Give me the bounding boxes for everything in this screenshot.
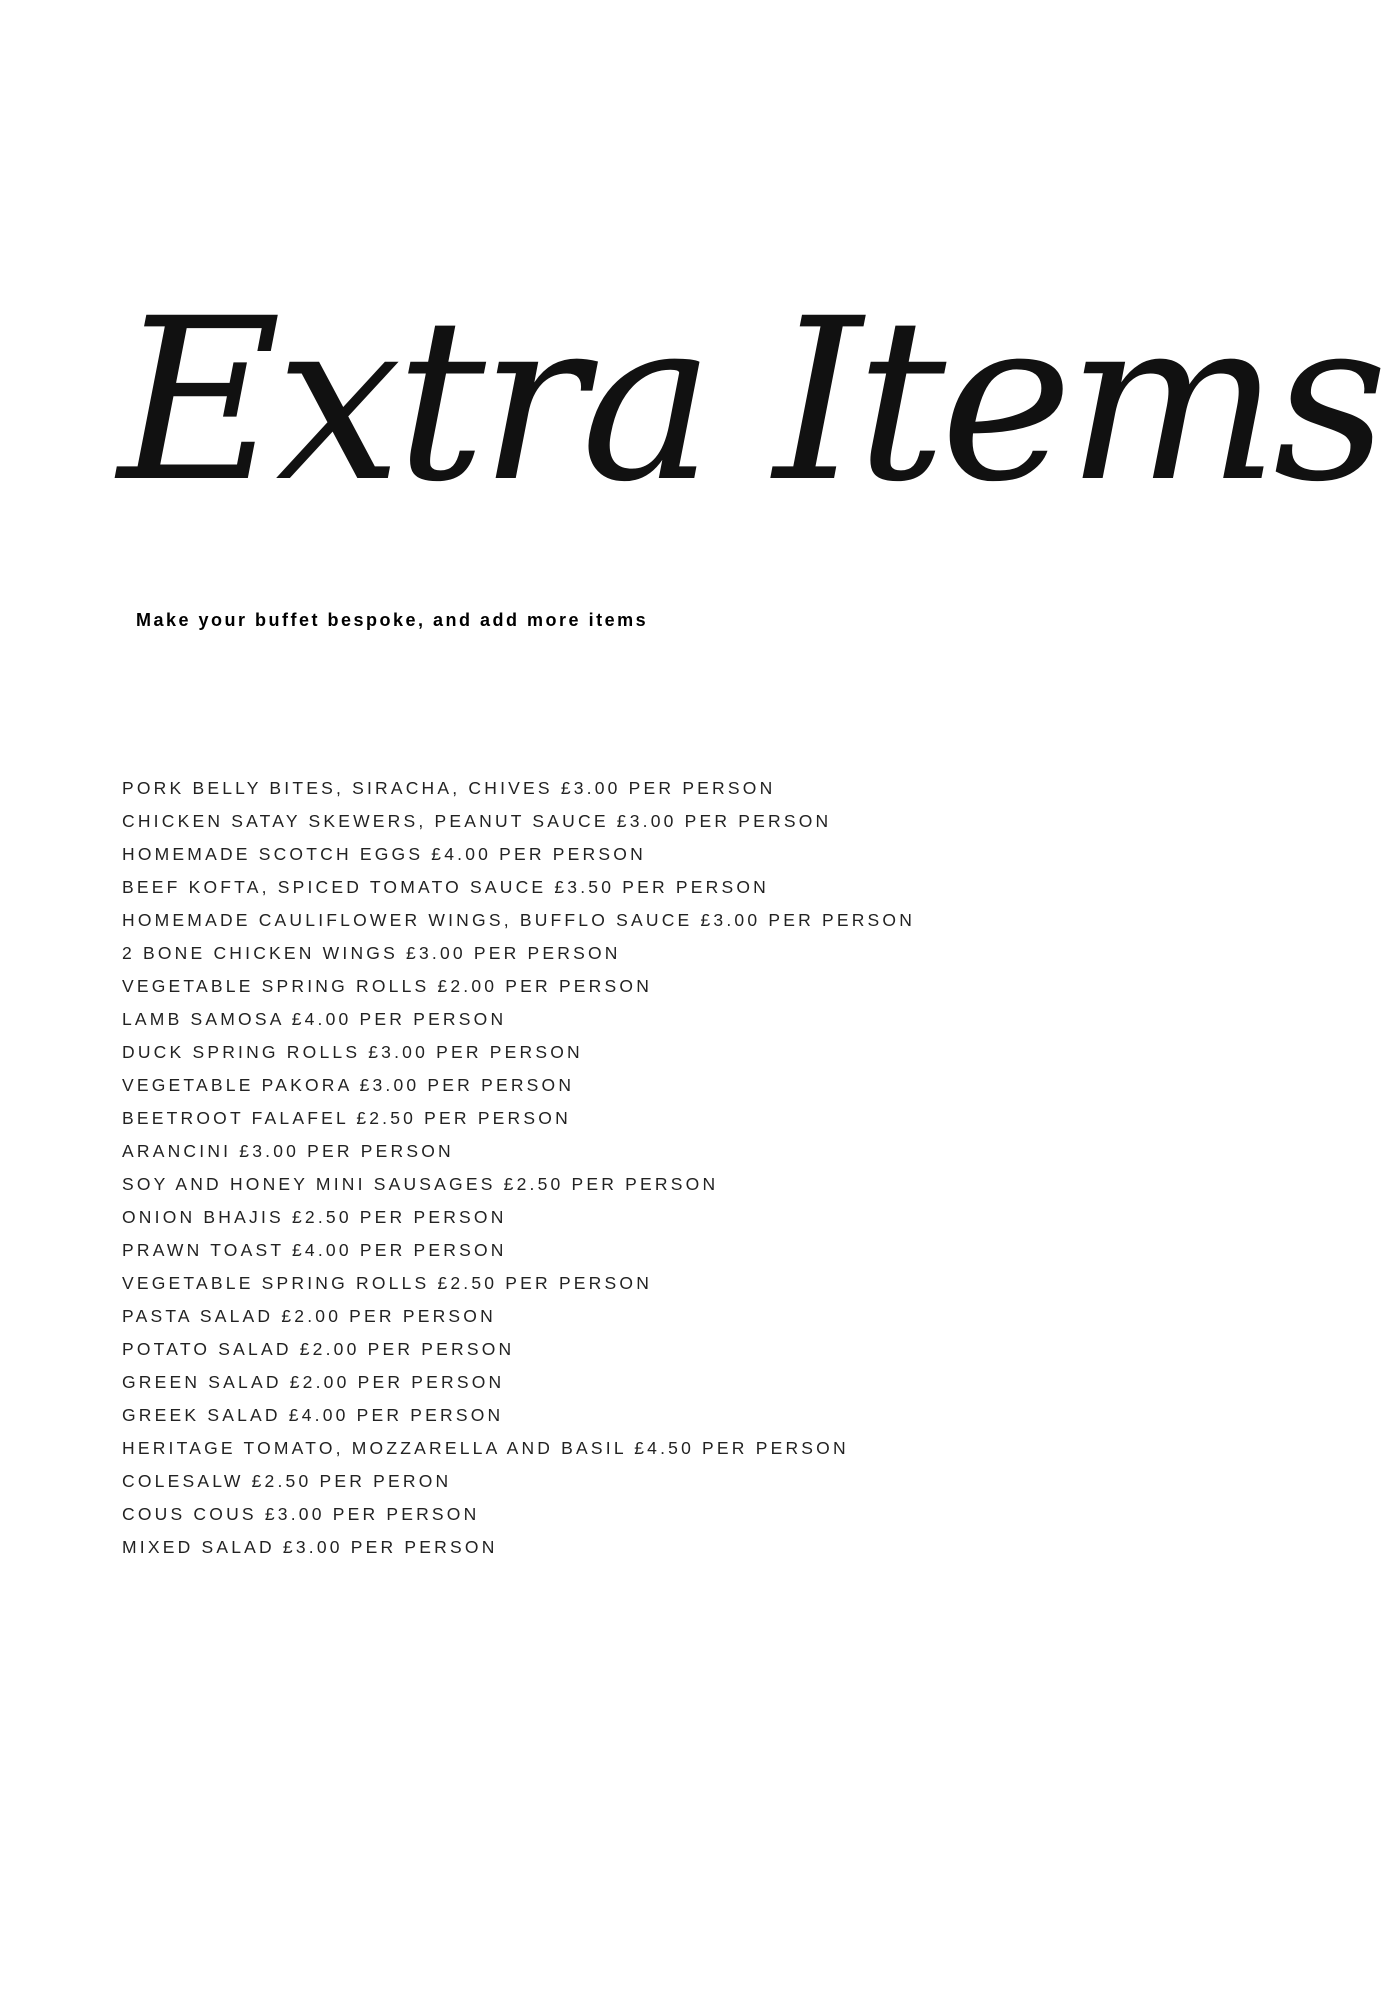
menu-item: PORK BELLY BITES, SIRACHA, CHIVES £3.00 PER PERSON: [122, 778, 776, 798]
menu-item: 2 BONE CHICKEN WINGS £3.00 PER PERSON: [122, 943, 621, 963]
menu-item-list: [122, 772, 915, 1564]
menu-item: CHICKEN SATAY SKEWERS, PEANUT SAUCE £3.00 PER PERSON: [122, 811, 832, 831]
menu-item: LAMB SAMOSA £4.00 PER PERSON: [122, 1009, 507, 1029]
menu-item: ONION BHAJIS £2.50 PER PERSON: [122, 1207, 507, 1227]
menu-item: POTATO SALAD £2.00 PER PERSON: [122, 1339, 515, 1359]
menu-item: HOMEMADE SCOTCH EGGS £4.00 PER PERSON: [122, 844, 646, 864]
page-title: Extra Items: [118, 270, 1382, 531]
menu-item: HOMEMADE CAULIFLOWER WINGS, BUFFLO SAUCE £3.00 PER PERSON: [122, 910, 916, 930]
menu-item: HERITAGE TOMATO, MOZZARELLA AND BASIL £4.50 PER PERSON: [122, 1438, 849, 1458]
menu-item: VEGETABLE PAKORA £3.00 PER PERSON: [122, 1075, 575, 1095]
menu-item: SOY AND HONEY MINI SAUSAGES £2.50 PER PERSON: [122, 1174, 719, 1194]
menu-item: COLESALW £2.50 PER PERON: [122, 1471, 452, 1491]
menu-item: PASTA SALAD £2.00 PER PERSON: [122, 1306, 496, 1326]
menu-item: PRAWN TOAST £4.00 PER PERSON: [122, 1240, 507, 1260]
menu-item: GREEN SALAD £2.00 PER PERSON: [122, 1372, 505, 1392]
menu-item: BEEF KOFTA, SPICED TOMATO SAUCE £3.50 PER PERSON: [122, 877, 769, 897]
menu-item: VEGETABLE SPRING ROLLS £2.00 PER PERSON: [122, 976, 653, 996]
menu-item: GREEK SALAD £4.00 PER PERSON: [122, 1405, 504, 1425]
menu-item: DUCK SPRING ROLLS £3.00 PER PERSON: [122, 1042, 583, 1062]
page-subtitle: Make your buffet bespoke, and add more items: [136, 610, 649, 630]
menu-item: MIXED SALAD £3.00 PER PERSON: [122, 1537, 498, 1557]
menu-item: COUS COUS £3.00 PER PERSON: [122, 1504, 480, 1524]
menu-item: BEETROOT FALAFEL £2.50 PER PERSON: [122, 1108, 571, 1128]
menu-item: ARANCINI £3.00 PER PERSON: [122, 1141, 454, 1161]
menu-item: VEGETABLE SPRING ROLLS £2.50 PER PERSON: [122, 1273, 653, 1293]
